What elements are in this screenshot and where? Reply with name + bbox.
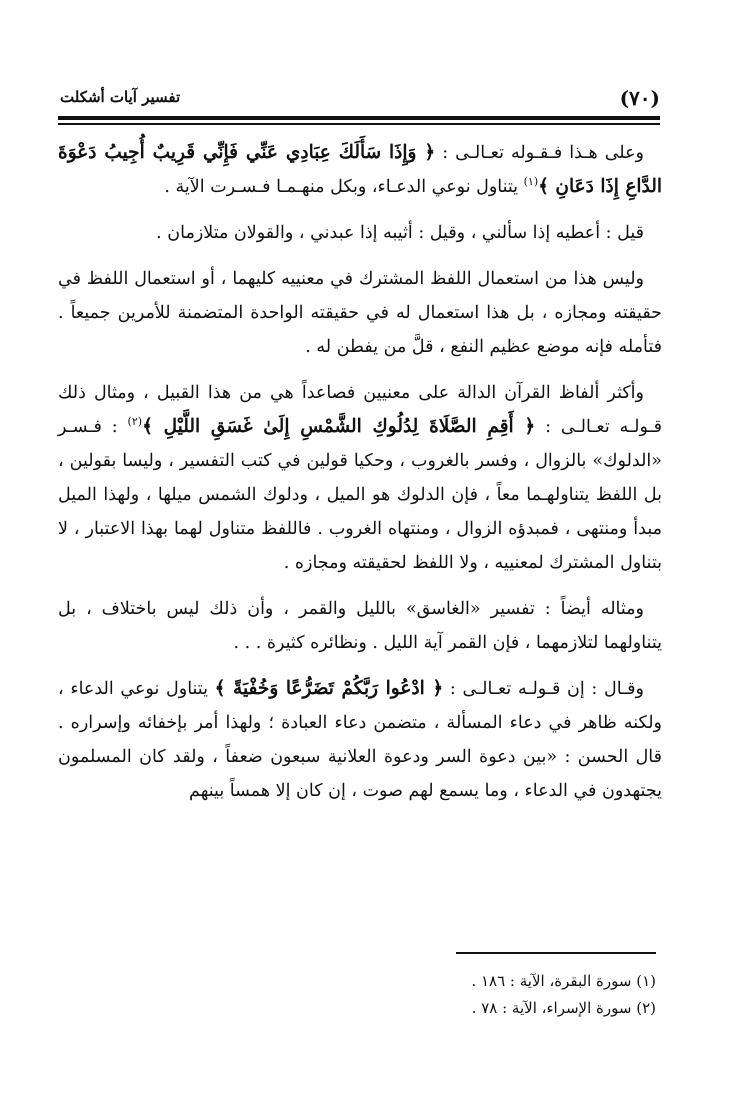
paragraph xyxy=(58,376,662,580)
footnote-divider xyxy=(456,952,656,954)
footnote-reference: (١) xyxy=(523,175,539,189)
text-segment: وليس هذا من استعمال اللفظ المشترك في معنييه كليهما ، أو استعمال اللفظ في حقيقته ومجازه ، بل هذا استعمال له في حقيقته الواحدة المتضمنة للأمرين جميعاً . فتأمله فإنه موضع عظيم النفع ، قلَّ من يفطن له . xyxy=(58,269,662,357)
paragraph xyxy=(58,592,662,660)
text-segment: : فـسـر «الدلوك» بالزوال ، وفسر بالغروب ، وحكيا قولين في كتب التفسير ، وليسا بقولين ، بل اللفظ يتناولهـما معاً ، فإن الدلوك هو الميل ، ودلوك الشمس ميلها ، ولهذا الميل مبدأ ومنتهى ، فمبدؤه الزوال ، ومنتهاه الغروب . فاللفظ متناول لهما بهذا الاعتبار ، لا بتناول المشترك لمعنييه ، ولا اللفظ لحقيقته ومجازه . xyxy=(58,417,662,573)
header-rule-thick xyxy=(58,116,660,120)
footnote: (١) سورة البقرة، الآية : ١٨٦ . xyxy=(471,972,656,990)
paragraph xyxy=(58,136,662,204)
text-segment: قيل : أعطيه إذا سألني ، وقيل : أثيبه إذا عبدني ، والقولان متلازمان . xyxy=(156,223,644,243)
text-segment: يتناول نوعي الدعـاء، وبكل منهـمـا فـسـرت الآية . xyxy=(164,177,524,197)
footnote-reference: (٢) xyxy=(127,415,143,429)
paragraph xyxy=(58,262,662,364)
text-segment: ومثاله أيضاً : تفسير «الغاسق» بالليل والقمر ، وأن ذلك ليس باختلاف ، بل يتناولهما لتلازمهما ، فإن القمر آية الليل . ونظائره كثيرة . . . xyxy=(58,599,662,653)
text-segment: وعلى هـذا فـقـوله تعـالـى : xyxy=(435,143,644,163)
paragraph xyxy=(58,216,662,250)
text-segment: يتناول نوعي الدعاء ، ولكنه ظاهر في دعاء المسألة ، متضمن دعاء العبادة ؛ ولهذا أمر بإخفائه وإسراره . قال الحسن : «بين دعوة السر ودعوة العلانية سبعون ضعفاً ، ولقد كان المسلمون يجتهدون في الدعاء ، وما يسمع لهم صوت ، إن كان إلا همساً بينهم xyxy=(58,679,662,801)
quran-verse: ﴿ ادْعُوا رَبَّكُمْ تَضَرُّعًا وَخُفْيَةً ﴾ xyxy=(214,678,444,699)
quran-verse: ﴿ وَإِذَا سَأَلَكَ عِبَادِي عَنِّي فَإِنِّي قَرِيبٌ أُجِيبُ دَعْوَةَ الدَّاعِ إِذَا دَعَانِ ﴾ xyxy=(58,142,662,197)
page-number: (٧٠) xyxy=(619,86,660,110)
page-header xyxy=(60,84,660,114)
running-title: تفسير آيات أشكلت xyxy=(60,88,181,106)
text-segment: وأكثر ألفاظ القرآن الدالة على معنيين فصاعداً هي من هذا القبيل ، ومثال ذلك قـولـه تعـالـى : xyxy=(58,383,662,437)
text-segment: وقـال : إن قـولـه تعـالـى : xyxy=(443,679,644,699)
body-text xyxy=(58,136,662,820)
paragraph xyxy=(58,672,662,808)
quran-verse: ﴿ أَقِمِ الصَّلَاةَ لِدُلُوكِ الشَّمْسِ إِلَىٰ غَسَقِ اللَّيْلِ ﴾ xyxy=(142,416,536,437)
footnote: (٢) سورة الإسراء، الآية : ٧٨ . xyxy=(471,999,656,1017)
header-rule-thin xyxy=(58,123,660,125)
footnotes xyxy=(200,968,656,1022)
